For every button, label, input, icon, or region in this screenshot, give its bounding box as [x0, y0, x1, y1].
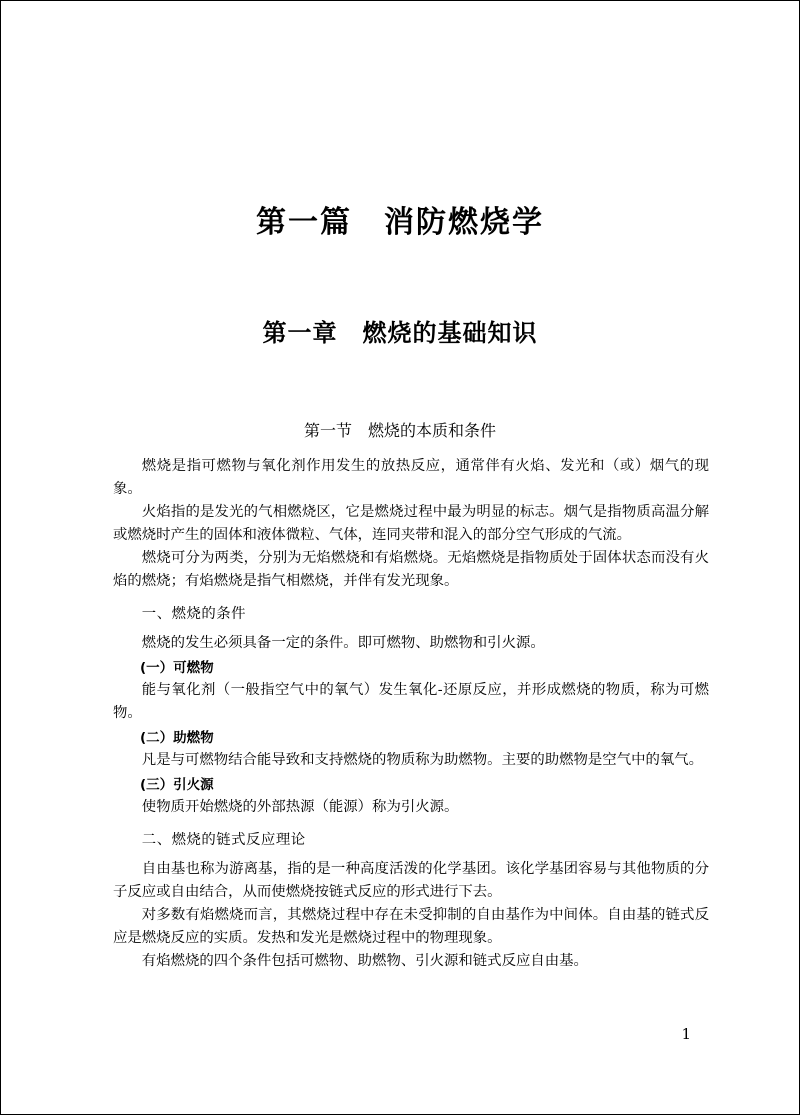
heading-chain-reaction: 二、燃烧的链式反应理论: [141, 832, 306, 848]
paragraph-combustible: 能与氧化剂（一般指空气中的氧气）发生氧化-还原反应，并形成燃烧的物质，称为可燃物。: [113, 682, 709, 721]
heading-conditions: 一、燃烧的条件: [141, 606, 247, 622]
subheading-combustible: (一）可燃物: [140, 660, 214, 676]
body-text: [113, 455, 709, 973]
chapter-title: 第一章 燃烧的基础知识: [262, 319, 538, 347]
paragraph-four-conditions: 有焰燃烧的四个条件包括可燃物、助燃物、引火源和链式反应自由基。: [141, 953, 588, 969]
paragraph-oxidizer: 凡是与可燃物结合能导致和支持燃烧的物质称为助燃物。主要的助燃物是空气中的氧气。: [141, 752, 704, 768]
paragraph-combustion-types: 燃烧可分为两类，分别为无焰燃烧和有焰燃烧。无焰燃烧是指物质处于固体状态而没有火焰的燃烧；有焰燃烧是指气相燃烧，并伴有发光现象。: [113, 550, 709, 589]
paragraph-free-radical: 自由基也称为游离基，指的是一种高度活泼的化学基团。该化学基团容易与其他物质的分子反应或自由结合，从而使燃烧按链式反应的形式进行下去。: [113, 861, 709, 900]
page-number: 1: [681, 1025, 691, 1043]
paragraph-ignition-source: 使物质开始燃烧的外部热源（能源）称为引火源。: [141, 799, 459, 815]
subheading-ignition-source: (三）引火源: [140, 777, 214, 793]
section-title: 第一节 燃烧的本质和条件: [303, 421, 496, 440]
paragraph-flame-smoke: 火焰指的是发光的气相燃烧区，它是燃烧过程中最为明显的标志。烟气是指物质高温分解或燃烧时产生的固体和液体微粒、气体，连同夹带和混入的部分空气形成的气流。: [113, 504, 709, 543]
paragraph-combustion-definition: 燃烧是指可燃物与氧化剂作用发生的放热反应，通常伴有火焰、发光和（或）烟气的现象。: [113, 458, 709, 497]
subheading-oxidizer: (二）助燃物: [140, 730, 214, 746]
part-title: 第一篇 消防燃烧学: [256, 205, 544, 240]
paragraph-conditions: 燃烧的发生必须具备一定的条件。即可燃物、助燃物和引火源。: [141, 635, 545, 651]
paragraph-chain-reaction: 对多数有焰燃烧而言，其燃烧过程中存在未受抑制的自由基作为中间体。自由基的链式反应是燃烧反应的实质。发热和发光是燃烧过程中的物理现象。: [113, 907, 709, 946]
